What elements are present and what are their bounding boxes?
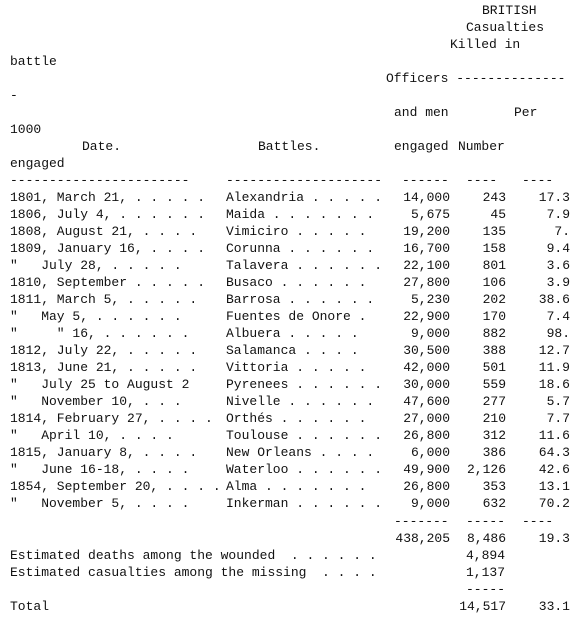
header-dash: - xyxy=(10,88,18,103)
row-per: 7. xyxy=(554,224,570,239)
row-per: 11.9 xyxy=(538,360,570,375)
row-number: 801 xyxy=(482,258,506,273)
row-date: " June 16-18, . . . . xyxy=(10,462,190,477)
row-engaged: 14,000 xyxy=(403,190,450,205)
row-battle: Barrosa . . . . . . xyxy=(226,292,375,307)
header-thousand: 1000 xyxy=(10,122,42,137)
estimate-missing-label: Estimated casualties among the missing . . . . xyxy=(10,565,377,580)
column-header-battles: Battles. xyxy=(258,139,321,154)
row-number: 106 xyxy=(482,275,506,290)
row-number: 277 xyxy=(482,394,506,409)
row-battle: New Orleans . . . . xyxy=(226,445,375,460)
row-battle: Fuentes de Onore . xyxy=(226,309,367,324)
row-battle: Waterloo . . . . . . xyxy=(226,462,383,477)
row-number: 632 xyxy=(482,496,506,511)
row-per: 13.1 xyxy=(538,479,570,494)
row-date: 1809, January 16, . . . . xyxy=(10,241,206,256)
row-date: 1813, June 21, . . . . . xyxy=(10,360,198,375)
row-date: " " 16, . . . . . . xyxy=(10,326,190,341)
separator-per: ---- xyxy=(522,173,554,188)
row-engaged: 9,000 xyxy=(410,326,450,341)
row-date: 1810, September . . . . . xyxy=(10,275,206,290)
row-date: " July 28, . . . . . xyxy=(10,258,182,273)
row-per: 7.9 xyxy=(546,207,570,222)
row-engaged: 27,800 xyxy=(403,275,450,290)
row-engaged: 5,230 xyxy=(410,292,450,307)
estimate-wounded-number: 4,894 xyxy=(466,548,506,563)
row-engaged: 26,800 xyxy=(403,428,450,443)
row-per: 17.3 xyxy=(538,190,570,205)
totals-number: 8,486 xyxy=(466,531,506,546)
row-number: 45 xyxy=(490,207,506,222)
row-date: 1854, September 20, . . . . xyxy=(10,479,221,494)
row-number: 501 xyxy=(482,360,506,375)
separator-battle: -------------------- xyxy=(226,173,383,188)
row-engaged: 47,600 xyxy=(403,394,450,409)
total-per: 33.1 xyxy=(538,599,570,614)
estimate-wounded-label: Estimated deaths among the wounded . . . . . . xyxy=(10,548,377,563)
row-battle: Corunna . . . . . . xyxy=(226,241,375,256)
row-engaged: 22,900 xyxy=(403,309,450,324)
row-date: " May 5, . . . . . . xyxy=(10,309,182,324)
header-battle: battle xyxy=(10,54,57,69)
row-per: 98. xyxy=(546,326,570,341)
row-engaged: 9,000 xyxy=(410,496,450,511)
column-header-engaged-continued: engaged xyxy=(10,156,65,171)
row-per: 70.2 xyxy=(538,496,570,511)
totals-engaged: 438,205 xyxy=(395,531,450,546)
row-per: 7.7 xyxy=(546,411,570,426)
row-battle: Vimiciro . . . . . xyxy=(226,224,367,239)
row-per: 3.9 xyxy=(546,275,570,290)
row-number: 2,126 xyxy=(466,462,506,477)
row-engaged: 49,900 xyxy=(403,462,450,477)
row-per: 7.4 xyxy=(546,309,570,324)
row-battle: Alexandria . . . . . xyxy=(226,190,383,205)
header-per: Per xyxy=(514,105,538,120)
row-per: 64.3 xyxy=(538,445,570,460)
header-killed-in: Killed in xyxy=(450,37,521,52)
row-battle: Talavera . . . . . . xyxy=(226,258,383,273)
header-and-men: and men xyxy=(394,105,449,120)
row-date: 1801, March 21, . . . . . xyxy=(10,190,206,205)
row-engaged: 30,000 xyxy=(403,377,450,392)
column-header-number: Number xyxy=(458,139,505,154)
row-battle: Vittoria . . . . . xyxy=(226,360,367,375)
row-date: 1812, July 22, . . . . . xyxy=(10,343,198,358)
row-per: 12.7 xyxy=(538,343,570,358)
header-officers: Officers -------------- xyxy=(386,71,566,86)
row-date: 1808, August 21, . . . . xyxy=(10,224,198,239)
row-battle: Busaco . . . . . . xyxy=(226,275,367,290)
row-engaged: 22,100 xyxy=(403,258,450,273)
row-number: 353 xyxy=(482,479,506,494)
row-number: 210 xyxy=(482,411,506,426)
totals-separator-engaged: ------- xyxy=(394,514,449,529)
totals-per: 19.3 xyxy=(538,531,570,546)
row-battle: Orthés . . . . . . xyxy=(226,411,367,426)
final-separator: ----- xyxy=(466,582,506,597)
separator-engaged: ------ xyxy=(402,173,449,188)
row-engaged: 6,000 xyxy=(410,445,450,460)
row-date: 1806, July 4, . . . . . . xyxy=(10,207,206,222)
row-battle: Pyrenees . . . . . . xyxy=(226,377,383,392)
row-number: 386 xyxy=(482,445,506,460)
row-number: 882 xyxy=(482,326,506,341)
row-date: " July 25 to August 2 xyxy=(10,377,190,392)
row-engaged: 26,800 xyxy=(403,479,450,494)
separator-number: ---- xyxy=(466,173,498,188)
row-number: 388 xyxy=(482,343,506,358)
total-number: 14,517 xyxy=(459,599,506,614)
row-number: 243 xyxy=(482,190,506,205)
row-battle: Toulouse . . . . . . xyxy=(226,428,383,443)
row-battle: Albuera . . . . . xyxy=(226,326,359,341)
header-british: BRITISH xyxy=(482,3,537,18)
row-number: 559 xyxy=(482,377,506,392)
row-number: 312 xyxy=(482,428,506,443)
column-header-date: Date. xyxy=(82,139,122,154)
row-engaged: 16,700 xyxy=(403,241,450,256)
row-battle: Alma . . . . . . . xyxy=(226,479,367,494)
row-engaged: 27,000 xyxy=(403,411,450,426)
row-per: 5.7 xyxy=(546,394,570,409)
row-per: 11.6 xyxy=(538,428,570,443)
row-battle: Nivelle . . . . . . xyxy=(226,394,375,409)
header-casualties: Casualties xyxy=(466,20,545,35)
row-battle: Inkerman . . . . . . xyxy=(226,496,383,511)
row-date: 1811, March 5, . . . . . xyxy=(10,292,198,307)
row-number: 170 xyxy=(482,309,506,324)
row-per: 18.6 xyxy=(538,377,570,392)
row-per: 9.4 xyxy=(546,241,570,256)
totals-separator-per: ---- xyxy=(522,514,554,529)
row-date: " November 10, . . . xyxy=(10,394,182,409)
total-label: Total xyxy=(10,599,50,614)
row-per: 42.6 xyxy=(538,462,570,477)
row-per: 38.6 xyxy=(538,292,570,307)
row-date: 1815, January 8, . . . . xyxy=(10,445,198,460)
row-engaged: 42,000 xyxy=(403,360,450,375)
separator-date: ----------------------- xyxy=(10,173,190,188)
estimate-missing-number: 1,137 xyxy=(466,565,506,580)
column-header-engaged: engaged xyxy=(394,139,449,154)
row-battle: Maida . . . . . . . xyxy=(226,207,375,222)
totals-separator-number: ----- xyxy=(466,514,506,529)
row-number: 202 xyxy=(482,292,506,307)
row-battle: Salamanca . . . . xyxy=(226,343,359,358)
row-number: 158 xyxy=(482,241,506,256)
row-engaged: 5,675 xyxy=(410,207,450,222)
row-date: " April 10, . . . . xyxy=(10,428,174,443)
row-engaged: 19,200 xyxy=(403,224,450,239)
row-number: 135 xyxy=(482,224,506,239)
row-engaged: 30,500 xyxy=(403,343,450,358)
row-date: 1814, February 27, . . . . xyxy=(10,411,213,426)
row-date: " November 5, . . . . xyxy=(10,496,190,511)
row-per: 3.6 xyxy=(546,258,570,273)
